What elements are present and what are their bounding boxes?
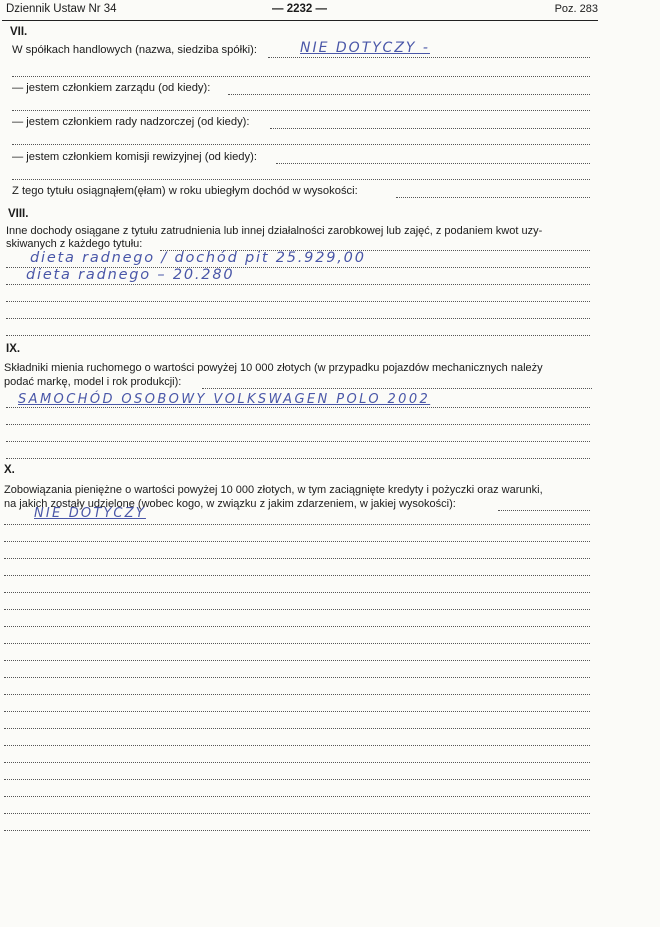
page-number: — 2232 — [272, 3, 327, 15]
handwritten-liabilities: NIE DOTYCZY [34, 506, 146, 521]
fill-line [4, 592, 590, 593]
fill-line [4, 762, 590, 763]
fill-line [4, 609, 590, 610]
fill-line [4, 711, 590, 712]
fill-line [6, 458, 590, 459]
fill-line [4, 677, 590, 678]
fill-line [12, 76, 590, 77]
fill-line [4, 541, 590, 542]
sec10-liabilities-line1: Zobowiązania pieniężne o wartości powyżej 10 000 złotych, w tym zaciągnięte kredyty i pożyczki oraz warunki, [4, 484, 543, 496]
sec8-other-income-line1: Inne dochody osiągane z tytułu zatrudnienia lub innej działalności zarobkowej lub zajęć, z podaniem kwot uzy- [6, 225, 543, 237]
fill-line [4, 660, 590, 661]
fill-line [4, 558, 590, 559]
handwritten-income-1: dieta radnego / dochód pit 25.929,00 [30, 250, 366, 266]
position-number: Poz. 283 [554, 3, 598, 15]
page-header [2, 0, 598, 21]
fill-line [202, 388, 592, 389]
sec9-movable-property-line1: Składniki mienia ruchomego o wartości powyżej 10 000 złotych (w przypadku pojazdów mechanicznych należy [4, 362, 543, 374]
handwritten-income-2: dieta radnego – 20.280 [26, 267, 235, 283]
fill-line [6, 407, 590, 408]
sec7-income-label: Z tego tytułu osiągnąłem(ęłam) w roku ubiegłym dochód w wysokości: [12, 185, 358, 197]
journal-title: Dziennik Ustaw Nr 34 [6, 3, 117, 15]
sec7-companies-label: W spółkach handlowych (nazwa, siedziba spółki): [12, 44, 257, 56]
fill-line [4, 745, 590, 746]
fill-line [6, 441, 590, 442]
sec10-liabilities-line2: na jakich zostały udzielone (wobec kogo, w związku z jakim zdarzeniem, w jakiej wysokości): [4, 498, 456, 510]
fill-line [268, 57, 590, 58]
fill-line [4, 779, 590, 780]
fill-line [4, 728, 590, 729]
fill-line [6, 318, 590, 319]
fill-line [4, 626, 590, 627]
sec7-audit-label: — jestem członkiem komisji rewizyjnej (od kiedy): [12, 151, 257, 163]
handwritten-companies: NIE DOTYCZY - [300, 40, 430, 56]
fill-line [228, 94, 590, 95]
fill-line [498, 510, 590, 511]
fill-line [6, 424, 590, 425]
section-vii-number: VII. [10, 26, 28, 38]
fill-line [276, 163, 590, 164]
fill-line [12, 179, 590, 180]
fill-line [396, 197, 590, 198]
fill-line [270, 128, 590, 129]
sec9-movable-property-line2: podać markę, model i rok produkcji): [4, 376, 182, 388]
fill-line [4, 813, 590, 814]
fill-line [4, 575, 590, 576]
fill-line [12, 144, 590, 145]
fill-line [4, 796, 590, 797]
fill-line [4, 524, 590, 525]
fill-line [4, 694, 590, 695]
section-viii-number: VIII. [8, 208, 29, 220]
sec7-supervisory-label: — jestem członkiem rady nadzorczej (od kiedy): [12, 116, 250, 128]
fill-line [6, 335, 590, 336]
section-ix-number: IX. [6, 343, 21, 355]
sec8-other-income-line2: skiwanych z każdego tytułu: [6, 238, 143, 250]
handwritten-movable-property: SAMOCHÓD OSOBOWY VOLKSWAGEN POLO 2002 [18, 392, 431, 407]
fill-line [12, 110, 590, 111]
section-x-number: X. [4, 464, 15, 476]
fill-line [4, 830, 590, 831]
fill-line [6, 284, 590, 285]
fill-line [4, 643, 590, 644]
sec7-board-label: — jestem członkiem zarządu (od kiedy): [12, 82, 211, 94]
fill-line [6, 301, 590, 302]
